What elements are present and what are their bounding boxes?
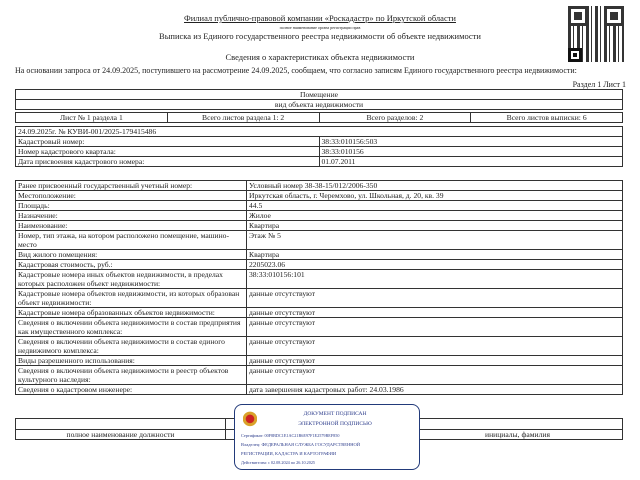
detail-row: [16, 337, 623, 356]
sections-total: Всего разделов: 2: [319, 113, 471, 123]
stamp-valid: Действителен: с 02.08.2024 по 26.10.2025: [241, 460, 316, 465]
org-caption: полное наименование органа регистрации прав: [279, 25, 361, 30]
object-type-table: [15, 89, 623, 110]
basic-row: [16, 147, 623, 157]
e-signature-stamp: [234, 404, 420, 470]
doc-title: Выписка из Единого государственного реестра недвижимости об объекте недвижимости: [159, 31, 481, 41]
object-type-caption: вид объекта недвижимости: [16, 100, 623, 110]
detail-row: [16, 260, 623, 270]
row-label: Сведения о включении объекта недвижимости в состав единого недвижимого комплекса:: [16, 337, 247, 356]
stamp-owner1: Владелец: ФЕДЕРАЛЬНАЯ СЛУЖБА ГОСУДАРСТВЕННОЙ: [241, 442, 361, 447]
detail-row: [16, 318, 623, 337]
row-value: Этаж № 5: [247, 231, 623, 250]
row-value: данные отсутствуют: [247, 366, 623, 385]
row-label: Кадастровые номера иных объектов недвижимости, в пределах которых расположен объект недвижимости:: [16, 270, 247, 289]
detail-row: [16, 181, 623, 191]
detail-row: [16, 201, 623, 211]
row-label: Номер кадастрового квартала:: [16, 147, 320, 157]
detail-row: [16, 191, 623, 201]
row-value: Квартира: [247, 250, 623, 260]
row-value: 38:33:010156: [319, 147, 623, 157]
row-value: данные отсутствуют: [247, 289, 623, 308]
detail-row: [16, 211, 623, 221]
row-label: Кадастровая стоимость, руб.:: [16, 260, 247, 270]
row-label: Виды разрешенного использования:: [16, 356, 247, 366]
row-value: 01.07.2011: [319, 157, 623, 167]
detail-row: [16, 366, 623, 385]
basic-table: [15, 126, 623, 167]
coat-of-arms-icon: [243, 409, 257, 427]
org-name: Филиал публично-правовой компании «Роскадастр» по Иркутской области: [184, 13, 456, 23]
row-label: Дата присвоения кадастрового номера:: [16, 157, 320, 167]
object-type: Помещение: [16, 90, 623, 100]
row-value: данные отсутствуют: [247, 318, 623, 337]
row-value: Иркутская область, г. Черемхово, ул. Школьная, д. 20, кв. 39: [247, 191, 623, 201]
row-label: Местоположение:: [16, 191, 247, 201]
detail-row: [16, 270, 623, 289]
doc-subtitle: Сведения о характеристиках объекта недвижимости: [225, 52, 415, 62]
stamp-line2: ЭЛЕКТРОННОЙ ПОДПИСЬЮ: [298, 421, 372, 427]
detail-row: [16, 289, 623, 308]
row-value: 2205023.06: [247, 260, 623, 270]
row-label: Кадастровые номера объектов недвижимости, из которых образован объект недвижимости:: [16, 289, 247, 308]
row-value: 44.5: [247, 201, 623, 211]
sheets-total: Всего листов выписки: 6: [471, 113, 623, 123]
detail-row: [16, 231, 623, 250]
stamp-line1: ДОКУМЕНТ ПОДПИСАН: [303, 411, 367, 417]
row-label: Номер, тип этажа, на котором расположено помещение, машино-место: [16, 231, 247, 250]
basis-text: На основании запроса от 24.09.2025, поступившего на рассмотрение 24.09.2025, сообщаем, что согласно записям Единого государственного реестра недвижимости:: [15, 66, 577, 75]
row-value: Условный номер 38-38-15/012/2006-350: [247, 181, 623, 191]
details-table: [15, 180, 623, 395]
row-label: Сведения о включении объекта недвижимости в состав предприятия как имущественного комплекса:: [16, 318, 247, 337]
row-label: Кадастровый номер:: [16, 137, 320, 147]
position-caption: полное наименование должности: [16, 430, 226, 440]
doc-number: 24.09.2025г. № КУВИ-001/2025-179415486: [16, 127, 623, 137]
name-caption: инициалы, фамилия: [413, 430, 623, 440]
row-label: Вид жилого помещения:: [16, 250, 247, 260]
row-label: Площадь:: [16, 201, 247, 211]
row-label: Наименование:: [16, 221, 247, 231]
row-label: Сведения о кадастровом инженере:: [16, 385, 247, 395]
row-value: Квартира: [247, 221, 623, 231]
stamp-cert: Сертификат: 00F8BDC1E1AC21B6E97F1E2579BEF850: [241, 433, 340, 438]
detail-row: [16, 356, 623, 366]
row-value: данные отсутствуют: [247, 337, 623, 356]
sheet-number: Лист № 1 раздела 1: [16, 113, 168, 123]
row-value: Жилое: [247, 211, 623, 221]
section-sheets-total: Всего листов раздела 1: 2: [167, 113, 319, 123]
detail-row: [16, 250, 623, 260]
basic-row: [16, 137, 623, 147]
detail-row: [16, 308, 623, 318]
stamp-owner2: РЕГИСТРАЦИИ, КАДАСТРА И КАРТОГРАФИИ: [241, 451, 337, 456]
row-value: 38:33:010156:101: [247, 270, 623, 289]
qr-code-corner: [568, 48, 582, 62]
row-value: данные отсутствуют: [247, 308, 623, 318]
row-label: Кадастровые номера образованных объектов недвижимости:: [16, 308, 247, 318]
row-label: Сведения о включении объекта недвижимости в реестр объектов культурного наследия:: [16, 366, 247, 385]
detail-row: [16, 221, 623, 231]
row-value: дата завершения кадастровых работ: 24.03.1986: [247, 385, 623, 395]
detail-row: [16, 385, 623, 395]
section-sheet: Раздел 1 Лист 1: [572, 80, 626, 89]
sheets-table: [15, 112, 623, 123]
row-label: Назначение:: [16, 211, 247, 221]
row-value: 38:33:010156:503: [319, 137, 623, 147]
row-label: Ранее присвоенный государственный учетный номер:: [16, 181, 247, 191]
basic-row: [16, 157, 623, 167]
row-value: данные отсутствуют: [247, 356, 623, 366]
